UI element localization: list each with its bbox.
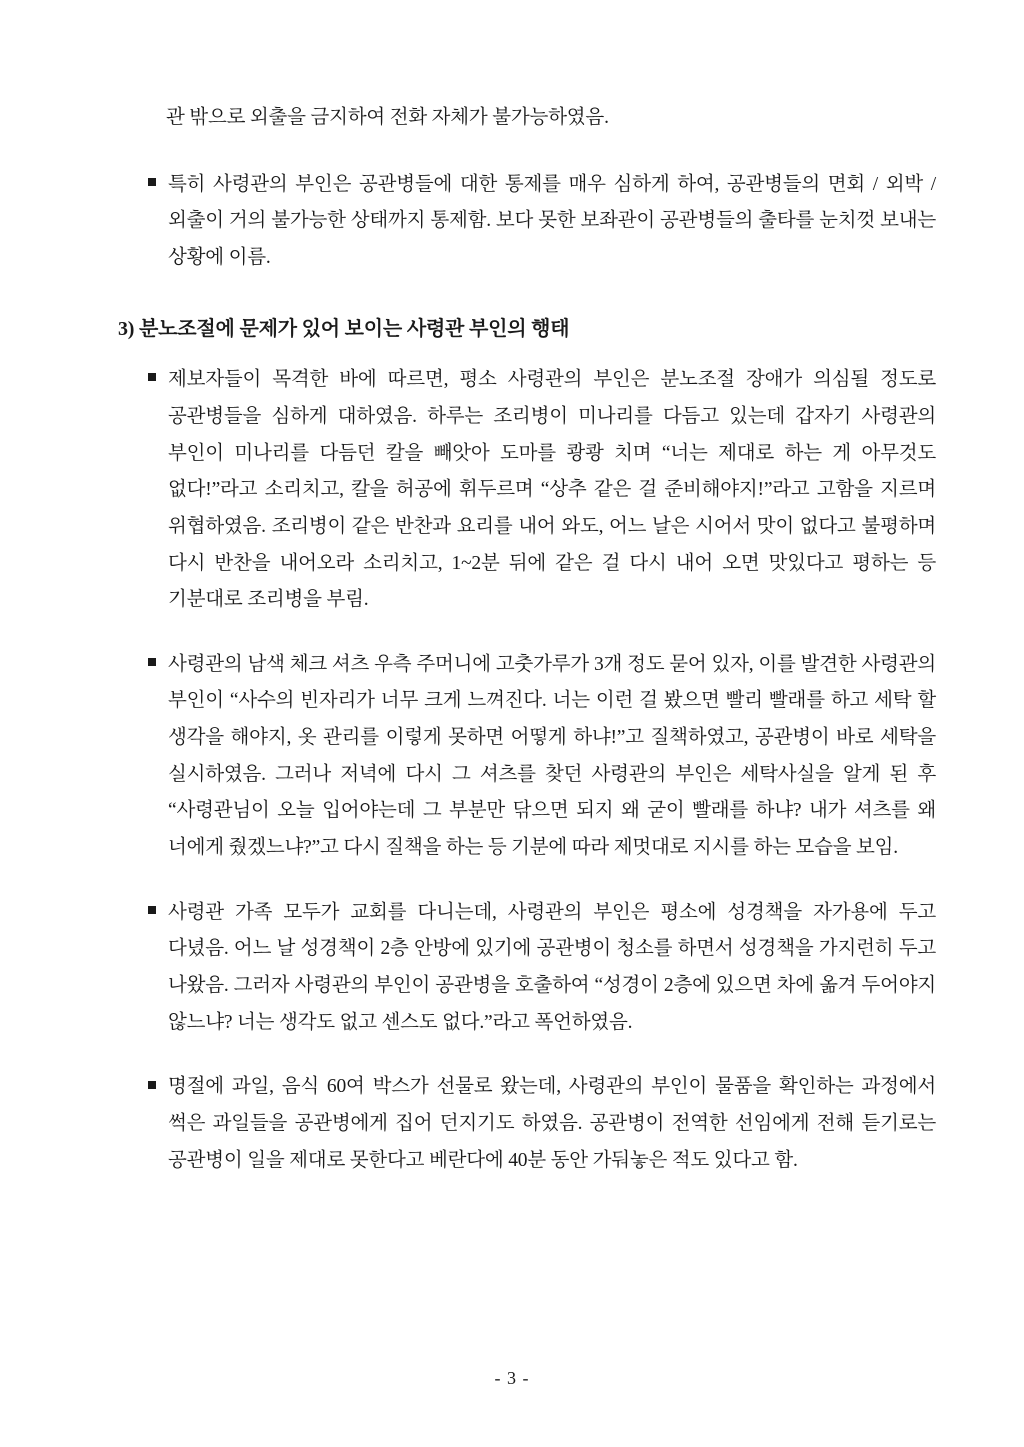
list-item-text: 제보자들이 목격한 바에 따르면, 평소 사령관의 부인은 분노조절 장애가 의심될 정도로 공관병들을 심하게 대하였음. 하루는 조리병이 미나리를 다듬고 있는데 갑자기 사령관의 부인이 미나리를 다듬던 칼을 빼앗아 도마를 쾅쾅 치며 “너는 제대로 하는 게 아무것도 없다!”라고 소리치고, 칼을 허공에 휘두르며 “상추 같은 걸 준비해야지!”라고 고함을 지르며 위협하였음. 조리병이 같은 반찬과 요리를 내어 와도, 어느 날은 시어서 맛이 없다고 불평하며 다시 반찬을 내어오라 소리치고, 1~2분 뒤에 같은 걸 다시 내어 오면 맛있다고 평하는 등 기분대로 조리병을 부림. bbox=[168, 369, 936, 611]
list-item-text: 명절에 과일, 음식 60여 박스가 선물로 왔는데, 사령관의 부인이 물품을 확인하는 과정에서 썩은 과일들을 공관병에게 집어 던지기도 하였음. 공관병이 전역한 선임에게 전해 듣기로는 공관병이 일을 제대로 못한다고 베란다에 40분 동안 가둬놓은 적도 있다고 함. bbox=[168, 1076, 936, 1171]
continued-paragraph: 관 밖으로 외출을 금지하여 전화 자체가 불가능하였음. bbox=[166, 107, 609, 128]
list-item-text: 사령관 가족 모두가 교회를 다니는데, 사령관의 부인은 평소에 성경책을 자가용에 두고 다녔음. 어느 날 성경책이 2층 안방에 있기에 공관병이 청소를 하면서 성경책을 가지런히 두고 나왔음. 그러자 사령관의 부인이 공관병을 호출하여 “성경이 2층에 있으면 차에 옮겨 두어야지 않느냐? 너는 생각도 없고 센스도 없다.”라고 폭언하였음. bbox=[168, 901, 936, 1033]
bullet-square-icon bbox=[148, 167, 168, 193]
section-heading-3: 3) 분노조절에 문제가 있어 보이는 사령관 부인의 행태 bbox=[118, 317, 570, 340]
bullet-square-icon bbox=[148, 647, 168, 673]
list-item bbox=[148, 1069, 936, 1179]
list-item bbox=[148, 647, 936, 867]
bullet-square-icon bbox=[148, 895, 168, 921]
bullet-square-icon bbox=[148, 362, 168, 388]
list-item bbox=[148, 362, 936, 619]
list-item-text: 사령관의 남색 체크 셔츠 우측 주머니에 고춧가루가 3개 정도 묻어 있자, 이를 발견한 사령관의 부인이 “사수의 빈자리가 너무 크게 느껴진다. 너는 이런 걸 봤으면 빨리 빨래를 하고 세탁 할 생각을 해야지, 옷 관리를 이렇게 못하면 어떻게 하냐!”고 질책하였고, 공관병이 바로 세탁을 실시하였음. 그러나 저녁에 다시 그 셔츠를 찾던 사령관의 부인은 세탁사실을 알게 된 후 “사령관님이 오늘 입어야는데 그 부분만 닦으면 되지 왜 굳이 빨래를 하냐? 내가 셔츠를 왜 너에게 줬겠느냐?”고 다시 질책을 하는 등 기분에 따라 제멋대로 지시를 하는 모습을 보임. bbox=[168, 653, 936, 859]
bullet-square-icon bbox=[148, 1069, 168, 1095]
list-item bbox=[148, 895, 936, 1042]
page-number: - 3 - bbox=[494, 1368, 530, 1388]
list-item-text: 특히 사령관의 부인은 공관병들에 대한 통제를 매우 심하게 하여, 공관병들의 면회 / 외박 / 외출이 거의 불가능한 상태까지 통제함. 보다 못한 보좌관이 공관병들의 출타를 눈치껏 보내는 상황에 이름. bbox=[168, 173, 936, 268]
list-item bbox=[148, 167, 936, 277]
document-body bbox=[118, 100, 936, 1207]
